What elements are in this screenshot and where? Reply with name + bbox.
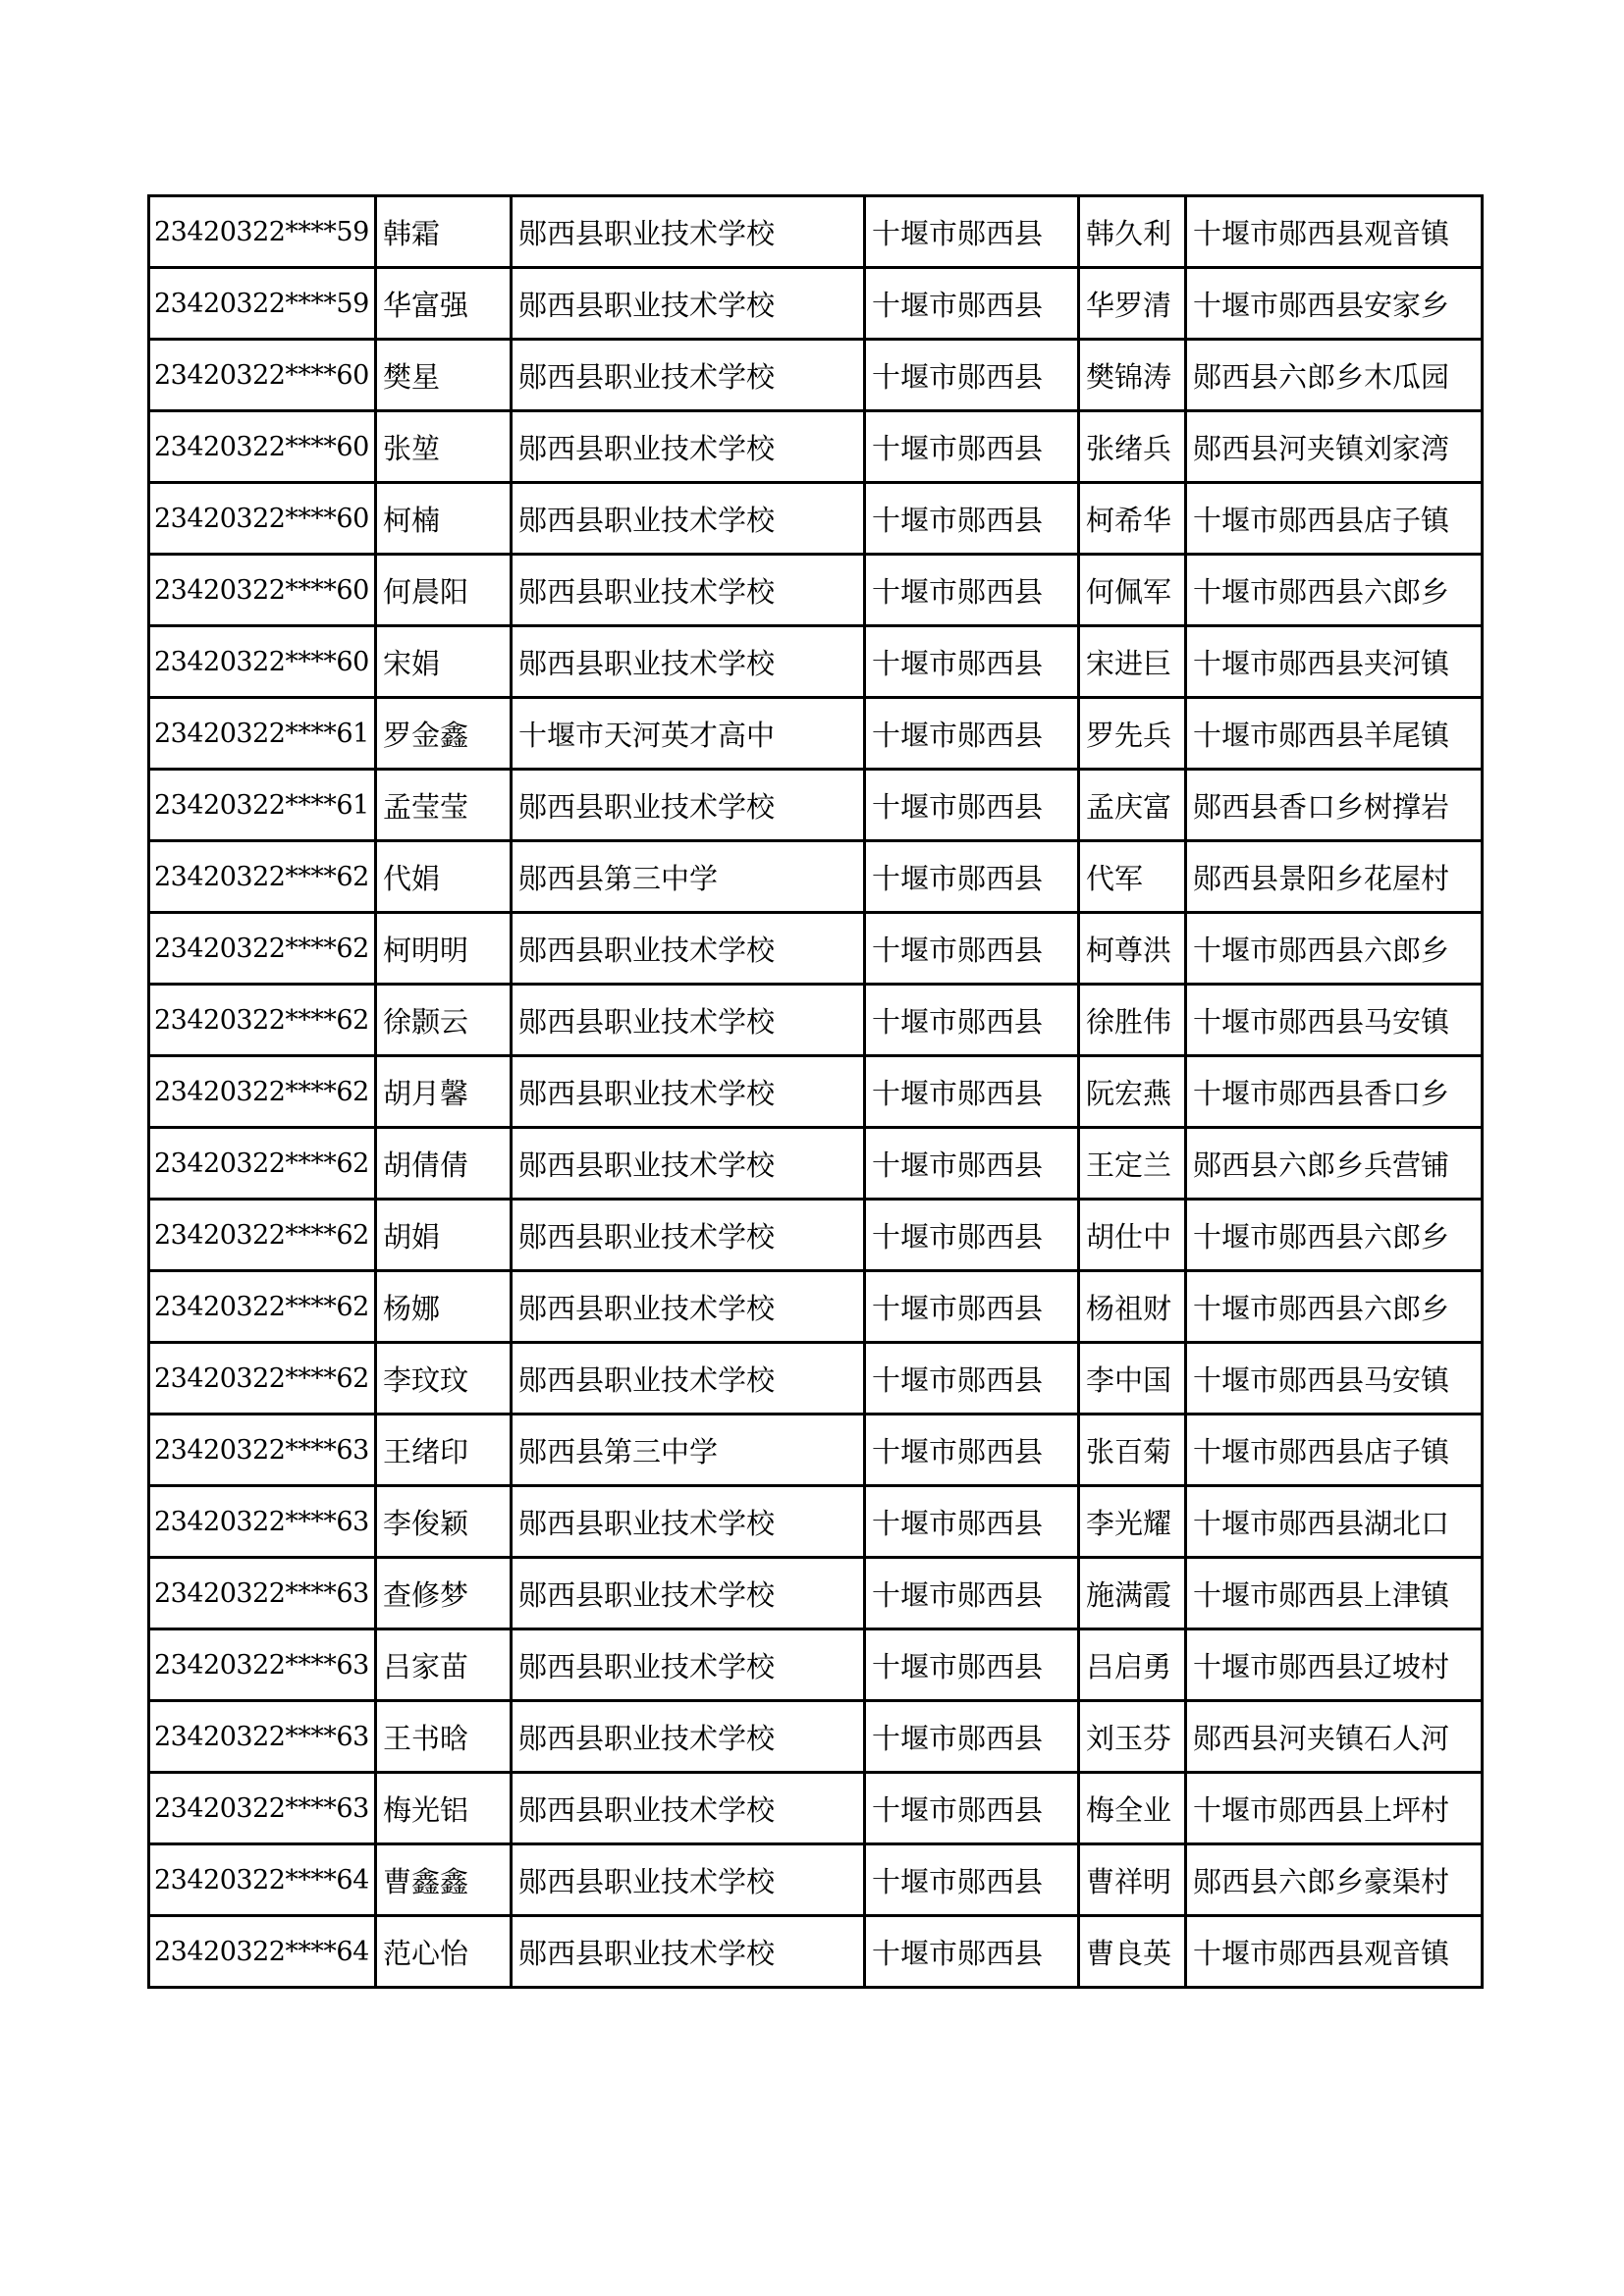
- table-row: [149, 196, 1483, 268]
- id-number-cell: 23420322****64: [149, 1916, 376, 1988]
- address-cell: 十堰市郧西县六郎乡: [1186, 1200, 1483, 1271]
- table-row: [149, 1916, 1483, 1988]
- id-number-cell: 23420322****59: [149, 196, 376, 268]
- school-cell: 郧西县职业技术学校: [512, 1916, 865, 1988]
- guardian-name-cell: 施满霞: [1079, 1558, 1186, 1629]
- region-cell: 十堰市郧西县: [865, 1701, 1079, 1773]
- address-cell: 十堰市郧西县马安镇: [1186, 1343, 1483, 1415]
- region-cell: 十堰市郧西县: [865, 555, 1079, 626]
- school-cell: 郧西县职业技术学校: [512, 1486, 865, 1558]
- table-row: [149, 1773, 1483, 1844]
- table-row: [149, 913, 1483, 985]
- id-number-cell: 23420322****63: [149, 1773, 376, 1844]
- region-cell: 十堰市郧西县: [865, 1128, 1079, 1200]
- student-name-cell: 华富强: [376, 268, 512, 340]
- id-number-cell: 23420322****62: [149, 985, 376, 1056]
- student-name-cell: 柯明明: [376, 913, 512, 985]
- region-cell: 十堰市郧西县: [865, 1271, 1079, 1343]
- address-cell: 郧西县河夹镇刘家湾: [1186, 411, 1483, 483]
- student-name-cell: 李俊颖: [376, 1486, 512, 1558]
- id-number-cell: 23420322****62: [149, 1056, 376, 1128]
- school-cell: 郧西县职业技术学校: [512, 483, 865, 555]
- address-cell: 十堰市郧西县观音镇: [1186, 1916, 1483, 1988]
- school-cell: 郧西县职业技术学校: [512, 1629, 865, 1701]
- region-cell: 十堰市郧西县: [865, 1415, 1079, 1486]
- address-cell: 郧西县六郎乡豪渠村: [1186, 1844, 1483, 1916]
- id-number-cell: 23420322****62: [149, 1271, 376, 1343]
- address-cell: 郧西县香口乡树撑岩: [1186, 770, 1483, 841]
- guardian-name-cell: 柯希华: [1079, 483, 1186, 555]
- address-cell: 十堰市郧西县安家乡: [1186, 268, 1483, 340]
- id-number-cell: 23420322****60: [149, 340, 376, 411]
- school-cell: 郧西县职业技术学校: [512, 411, 865, 483]
- guardian-name-cell: 吕启勇: [1079, 1629, 1186, 1701]
- school-cell: 郧西县职业技术学校: [512, 1343, 865, 1415]
- region-cell: 十堰市郧西县: [865, 1844, 1079, 1916]
- id-number-cell: 23420322****62: [149, 1128, 376, 1200]
- table-row: [149, 770, 1483, 841]
- guardian-name-cell: 刘玉芬: [1079, 1701, 1186, 1773]
- table-row: [149, 1343, 1483, 1415]
- address-cell: 十堰市郧西县夹河镇: [1186, 626, 1483, 698]
- address-cell: 十堰市郧西县香口乡: [1186, 1056, 1483, 1128]
- school-cell: 郧西县职业技术学校: [512, 555, 865, 626]
- school-cell: 郧西县职业技术学校: [512, 1056, 865, 1128]
- id-number-cell: 23420322****64: [149, 1844, 376, 1916]
- guardian-name-cell: 罗先兵: [1079, 698, 1186, 770]
- guardian-name-cell: 梅全业: [1079, 1773, 1186, 1844]
- student-name-cell: 杨娜: [376, 1271, 512, 1343]
- guardian-name-cell: 华罗清: [1079, 268, 1186, 340]
- student-name-cell: 韩霜: [376, 196, 512, 268]
- school-cell: 郧西县职业技术学校: [512, 913, 865, 985]
- region-cell: 十堰市郧西县: [865, 1773, 1079, 1844]
- school-cell: 郧西县职业技术学校: [512, 770, 865, 841]
- region-cell: 十堰市郧西县: [865, 841, 1079, 913]
- guardian-name-cell: 张百菊: [1079, 1415, 1186, 1486]
- table-row: [149, 268, 1483, 340]
- guardian-name-cell: 柯尊洪: [1079, 913, 1186, 985]
- table-row: [149, 841, 1483, 913]
- region-cell: 十堰市郧西县: [865, 1343, 1079, 1415]
- id-number-cell: 23420322****63: [149, 1629, 376, 1701]
- student-name-cell: 樊星: [376, 340, 512, 411]
- school-cell: 十堰市天河英才高中: [512, 698, 865, 770]
- region-cell: 十堰市郧西县: [865, 1916, 1079, 1988]
- guardian-name-cell: 何佩军: [1079, 555, 1186, 626]
- table-row: [149, 555, 1483, 626]
- id-number-cell: 23420322****62: [149, 1200, 376, 1271]
- id-number-cell: 23420322****63: [149, 1558, 376, 1629]
- table-row: [149, 1271, 1483, 1343]
- address-cell: 十堰市郧西县湖北口: [1186, 1486, 1483, 1558]
- student-name-cell: 梅光铝: [376, 1773, 512, 1844]
- student-name-cell: 王绪印: [376, 1415, 512, 1486]
- address-cell: 郧西县六郎乡兵营铺: [1186, 1128, 1483, 1200]
- id-number-cell: 23420322****62: [149, 1343, 376, 1415]
- region-cell: 十堰市郧西县: [865, 698, 1079, 770]
- table-row: [149, 1629, 1483, 1701]
- region-cell: 十堰市郧西县: [865, 1558, 1079, 1629]
- guardian-name-cell: 王定兰: [1079, 1128, 1186, 1200]
- region-cell: 十堰市郧西县: [865, 1486, 1079, 1558]
- id-number-cell: 23420322****63: [149, 1415, 376, 1486]
- school-cell: 郧西县第三中学: [512, 1415, 865, 1486]
- student-name-cell: 胡倩倩: [376, 1128, 512, 1200]
- school-cell: 郧西县职业技术学校: [512, 1558, 865, 1629]
- region-cell: 十堰市郧西县: [865, 913, 1079, 985]
- table-row: [149, 1056, 1483, 1128]
- school-cell: 郧西县职业技术学校: [512, 340, 865, 411]
- guardian-name-cell: 胡仕中: [1079, 1200, 1186, 1271]
- id-number-cell: 23420322****60: [149, 411, 376, 483]
- table-row: [149, 1558, 1483, 1629]
- id-number-cell: 23420322****61: [149, 698, 376, 770]
- id-number-cell: 23420322****60: [149, 555, 376, 626]
- school-cell: 郧西县职业技术学校: [512, 1844, 865, 1916]
- school-cell: 郧西县职业技术学校: [512, 1128, 865, 1200]
- table-row: [149, 985, 1483, 1056]
- guardian-name-cell: 代军: [1079, 841, 1186, 913]
- guardian-name-cell: 杨祖财: [1079, 1271, 1186, 1343]
- table-row: [149, 1701, 1483, 1773]
- student-name-cell: 孟莹莹: [376, 770, 512, 841]
- address-cell: 十堰市郧西县马安镇: [1186, 985, 1483, 1056]
- id-number-cell: 23420322****63: [149, 1701, 376, 1773]
- address-cell: 十堰市郧西县上津镇: [1186, 1558, 1483, 1629]
- address-cell: 十堰市郧西县六郎乡: [1186, 913, 1483, 985]
- table-row: [149, 626, 1483, 698]
- guardian-name-cell: 阮宏燕: [1079, 1056, 1186, 1128]
- student-name-cell: 代娟: [376, 841, 512, 913]
- table-row: [149, 1415, 1483, 1486]
- address-cell: 郧西县景阳乡花屋村: [1186, 841, 1483, 913]
- address-cell: 十堰市郧西县观音镇: [1186, 196, 1483, 268]
- student-name-cell: 胡月馨: [376, 1056, 512, 1128]
- student-name-cell: 王书晗: [376, 1701, 512, 1773]
- school-cell: 郧西县职业技术学校: [512, 1200, 865, 1271]
- school-cell: 郧西县职业技术学校: [512, 985, 865, 1056]
- records-table: [147, 194, 1484, 1989]
- school-cell: 郧西县职业技术学校: [512, 1773, 865, 1844]
- table-row: [149, 1844, 1483, 1916]
- guardian-name-cell: 宋进巨: [1079, 626, 1186, 698]
- student-name-cell: 徐颢云: [376, 985, 512, 1056]
- region-cell: 十堰市郧西县: [865, 985, 1079, 1056]
- student-name-cell: 罗金鑫: [376, 698, 512, 770]
- guardian-name-cell: 李光耀: [1079, 1486, 1186, 1558]
- records-table-body: [149, 196, 1483, 1988]
- region-cell: 十堰市郧西县: [865, 196, 1079, 268]
- table-row: [149, 1486, 1483, 1558]
- student-name-cell: 宋娟: [376, 626, 512, 698]
- student-name-cell: 胡娟: [376, 1200, 512, 1271]
- guardian-name-cell: 曹祥明: [1079, 1844, 1186, 1916]
- table-row: [149, 1200, 1483, 1271]
- id-number-cell: 23420322****63: [149, 1486, 376, 1558]
- student-name-cell: 柯楠: [376, 483, 512, 555]
- student-name-cell: 曹鑫鑫: [376, 1844, 512, 1916]
- table-row: [149, 411, 1483, 483]
- region-cell: 十堰市郧西县: [865, 770, 1079, 841]
- guardian-name-cell: 张绪兵: [1079, 411, 1186, 483]
- guardian-name-cell: 曹良英: [1079, 1916, 1186, 1988]
- region-cell: 十堰市郧西县: [865, 411, 1079, 483]
- address-cell: 十堰市郧西县辽坡村: [1186, 1629, 1483, 1701]
- student-name-cell: 李玟玟: [376, 1343, 512, 1415]
- region-cell: 十堰市郧西县: [865, 483, 1079, 555]
- address-cell: 十堰市郧西县六郎乡: [1186, 1271, 1483, 1343]
- school-cell: 郧西县职业技术学校: [512, 268, 865, 340]
- region-cell: 十堰市郧西县: [865, 1200, 1079, 1271]
- guardian-name-cell: 韩久利: [1079, 196, 1186, 268]
- student-name-cell: 查修梦: [376, 1558, 512, 1629]
- id-number-cell: 23420322****61: [149, 770, 376, 841]
- student-name-cell: 吕家苗: [376, 1629, 512, 1701]
- id-number-cell: 23420322****62: [149, 913, 376, 985]
- address-cell: 十堰市郧西县店子镇: [1186, 483, 1483, 555]
- id-number-cell: 23420322****60: [149, 483, 376, 555]
- guardian-name-cell: 孟庆富: [1079, 770, 1186, 841]
- school-cell: 郧西县第三中学: [512, 841, 865, 913]
- table-row: [149, 483, 1483, 555]
- school-cell: 郧西县职业技术学校: [512, 1271, 865, 1343]
- student-name-cell: 范心怡: [376, 1916, 512, 1988]
- address-cell: 十堰市郧西县六郎乡: [1186, 555, 1483, 626]
- table-row: [149, 1128, 1483, 1200]
- school-cell: 郧西县职业技术学校: [512, 1701, 865, 1773]
- guardian-name-cell: 徐胜伟: [1079, 985, 1186, 1056]
- school-cell: 郧西县职业技术学校: [512, 626, 865, 698]
- guardian-name-cell: 李中国: [1079, 1343, 1186, 1415]
- id-number-cell: 23420322****59: [149, 268, 376, 340]
- region-cell: 十堰市郧西县: [865, 340, 1079, 411]
- student-name-cell: 张堃: [376, 411, 512, 483]
- region-cell: 十堰市郧西县: [865, 1629, 1079, 1701]
- region-cell: 十堰市郧西县: [865, 268, 1079, 340]
- address-cell: 十堰市郧西县上坪村: [1186, 1773, 1483, 1844]
- id-number-cell: 23420322****62: [149, 841, 376, 913]
- school-cell: 郧西县职业技术学校: [512, 196, 865, 268]
- id-number-cell: 23420322****60: [149, 626, 376, 698]
- student-name-cell: 何晨阳: [376, 555, 512, 626]
- address-cell: 郧西县河夹镇石人河: [1186, 1701, 1483, 1773]
- guardian-name-cell: 樊锦涛: [1079, 340, 1186, 411]
- table-row: [149, 698, 1483, 770]
- region-cell: 十堰市郧西县: [865, 1056, 1079, 1128]
- address-cell: 十堰市郧西县羊尾镇: [1186, 698, 1483, 770]
- table-row: [149, 340, 1483, 411]
- region-cell: 十堰市郧西县: [865, 626, 1079, 698]
- address-cell: 十堰市郧西县店子镇: [1186, 1415, 1483, 1486]
- address-cell: 郧西县六郎乡木瓜园: [1186, 340, 1483, 411]
